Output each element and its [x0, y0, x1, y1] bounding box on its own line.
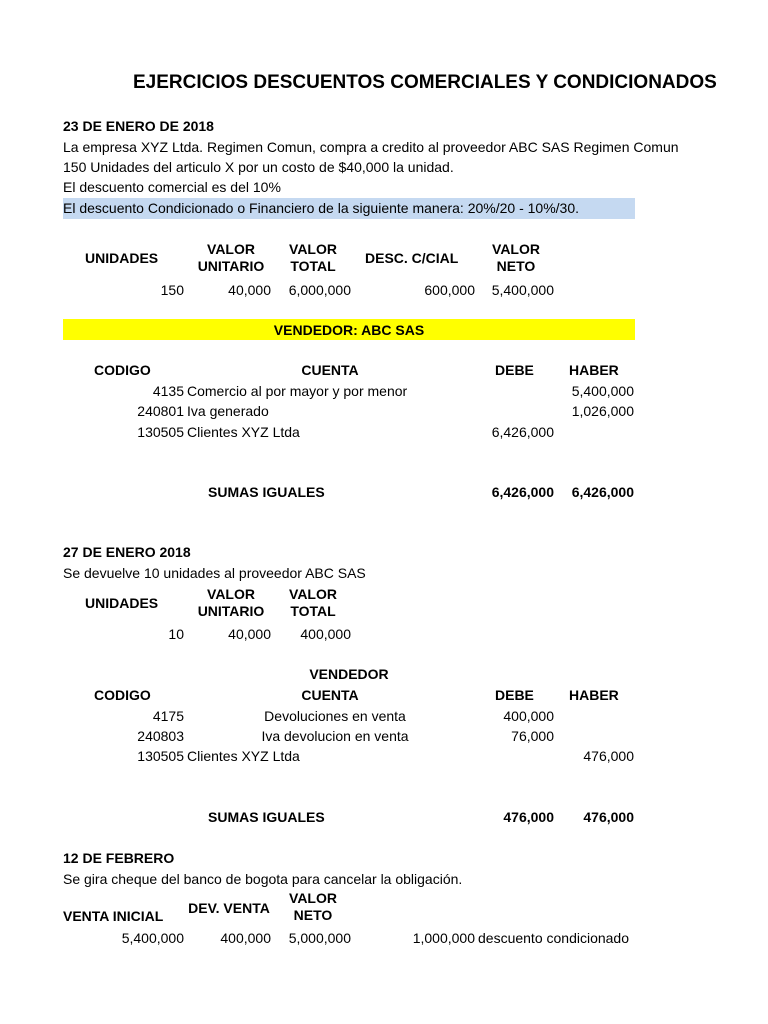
page-title: EJERCICIOS DESCUENTOS COMERCIALES Y CONDICIONADOS [133, 72, 717, 93]
cell-valor-total: 400,000 [300, 626, 351, 642]
header-venta-inicial: VENTA INICIAL [63, 908, 164, 924]
ledger-debe: 6,426,000 [491, 424, 554, 440]
cell-valor-total: 6,000,000 [288, 282, 351, 298]
ledger-header-cuenta: CUENTA [301, 687, 359, 703]
ledger-codigo: 4135 [152, 383, 184, 399]
description-line: Se devuelve 10 unidades al proveedor ABC SAS [63, 565, 366, 581]
section-date: 23 DE ENERO DE 2018 [63, 118, 214, 134]
cell-valor-unitario: 40,000 [228, 626, 271, 642]
ledger-cuenta: Comercio al por mayor y por menor [187, 383, 408, 399]
ledger-cuenta: Iva devolucion en venta [261, 728, 409, 744]
header-valor-unitario: VALOR UNITARIO [197, 241, 265, 274]
section-date: 27 DE ENERO 2018 [63, 544, 191, 560]
cell-venta-inicial: 5,400,000 [121, 930, 184, 946]
sumas-label: SUMAS IGUALES [208, 809, 325, 825]
vendor-banner: VENDEDOR: ABC SAS [273, 322, 425, 338]
description-line: Se gira cheque del banco de bogota para cancelar la obligación. [63, 871, 463, 887]
ledger-header-cuenta: CUENTA [301, 362, 359, 378]
description-line: La empresa XYZ Ltda. Regimen Comun, compra a credito al proveedor ABC SAS Regimen Comun [63, 139, 679, 155]
cell-valor-neto: 5,400,000 [491, 282, 554, 298]
ledger-codigo: 130505 [137, 424, 184, 440]
cell-descuento-label: descuento condicionado [478, 930, 630, 946]
header-dev-venta: DEV. VENTA [188, 900, 270, 916]
vendor-label: VENDEDOR [309, 666, 389, 682]
ledger-header-debe: DEBE [495, 362, 534, 378]
ledger-header-codigo: CODIGO [94, 687, 151, 703]
description-line: 150 Unidades del articulo X por un costo de $40,000 la unidad. [63, 159, 454, 175]
ledger-debe: 400,000 [503, 708, 554, 724]
header-desc-ccial: DESC. C/CIAL [365, 250, 459, 266]
cell-valor-unitario: 40,000 [228, 282, 271, 298]
header-unidades: UNIDADES [85, 250, 159, 266]
ledger-cuenta: Clientes XYZ Ltda [187, 748, 300, 764]
cell-valor-neto: 5,000,000 [288, 930, 351, 946]
ledger-header-debe: DEBE [495, 687, 534, 703]
ledger-cuenta: Iva generado [187, 403, 269, 419]
ledger-header-haber: HABER [569, 687, 619, 703]
sumas-haber: 6,426,000 [571, 484, 634, 500]
ledger-haber: 5,400,000 [571, 383, 634, 399]
ledger-header-haber: HABER [569, 362, 619, 378]
ledger-codigo: 130505 [137, 748, 184, 764]
ledger-codigo: 240801 [137, 403, 184, 419]
section-date: 12 DE FEBRERO [63, 850, 175, 866]
cell-unidades: 150 [160, 282, 184, 298]
ledger-haber: 476,000 [583, 748, 634, 764]
sumas-label: SUMAS IGUALES [208, 484, 325, 500]
header-valor-total: VALOR TOTAL [289, 241, 337, 274]
ledger-header-codigo: CODIGO [94, 362, 151, 378]
header-valor-neto: VALOR NETO [492, 241, 540, 274]
description-line: El descuento Condicionado o Financiero de la siguiente manera: 20%/20 - 10%/30. [63, 200, 579, 216]
sumas-debe: 6,426,000 [491, 484, 554, 500]
ledger-cuenta: Clientes XYZ Ltda [187, 424, 300, 440]
ledger-haber: 1,026,000 [571, 403, 634, 419]
cell-dev-venta: 400,000 [220, 930, 271, 946]
ledger-codigo: 4175 [152, 708, 184, 724]
ledger-codigo: 240803 [137, 728, 184, 744]
cell-unidades: 10 [168, 626, 184, 642]
description-line: El descuento comercial es del 10% [63, 179, 281, 195]
cell-descuento: 1,000,000 [412, 930, 475, 946]
sumas-haber: 476,000 [583, 809, 634, 825]
header-unidades: UNIDADES [85, 595, 159, 611]
ledger-cuenta: Devoluciones en venta [264, 708, 406, 724]
ledger-debe: 76,000 [511, 728, 554, 744]
header-valor-neto: VALOR NETO [289, 890, 337, 923]
header-valor-unitario: VALOR UNITARIO [197, 586, 265, 619]
header-valor-total: VALOR TOTAL [289, 586, 337, 619]
sumas-debe: 476,000 [503, 809, 554, 825]
cell-desc-ccial: 600,000 [424, 282, 475, 298]
